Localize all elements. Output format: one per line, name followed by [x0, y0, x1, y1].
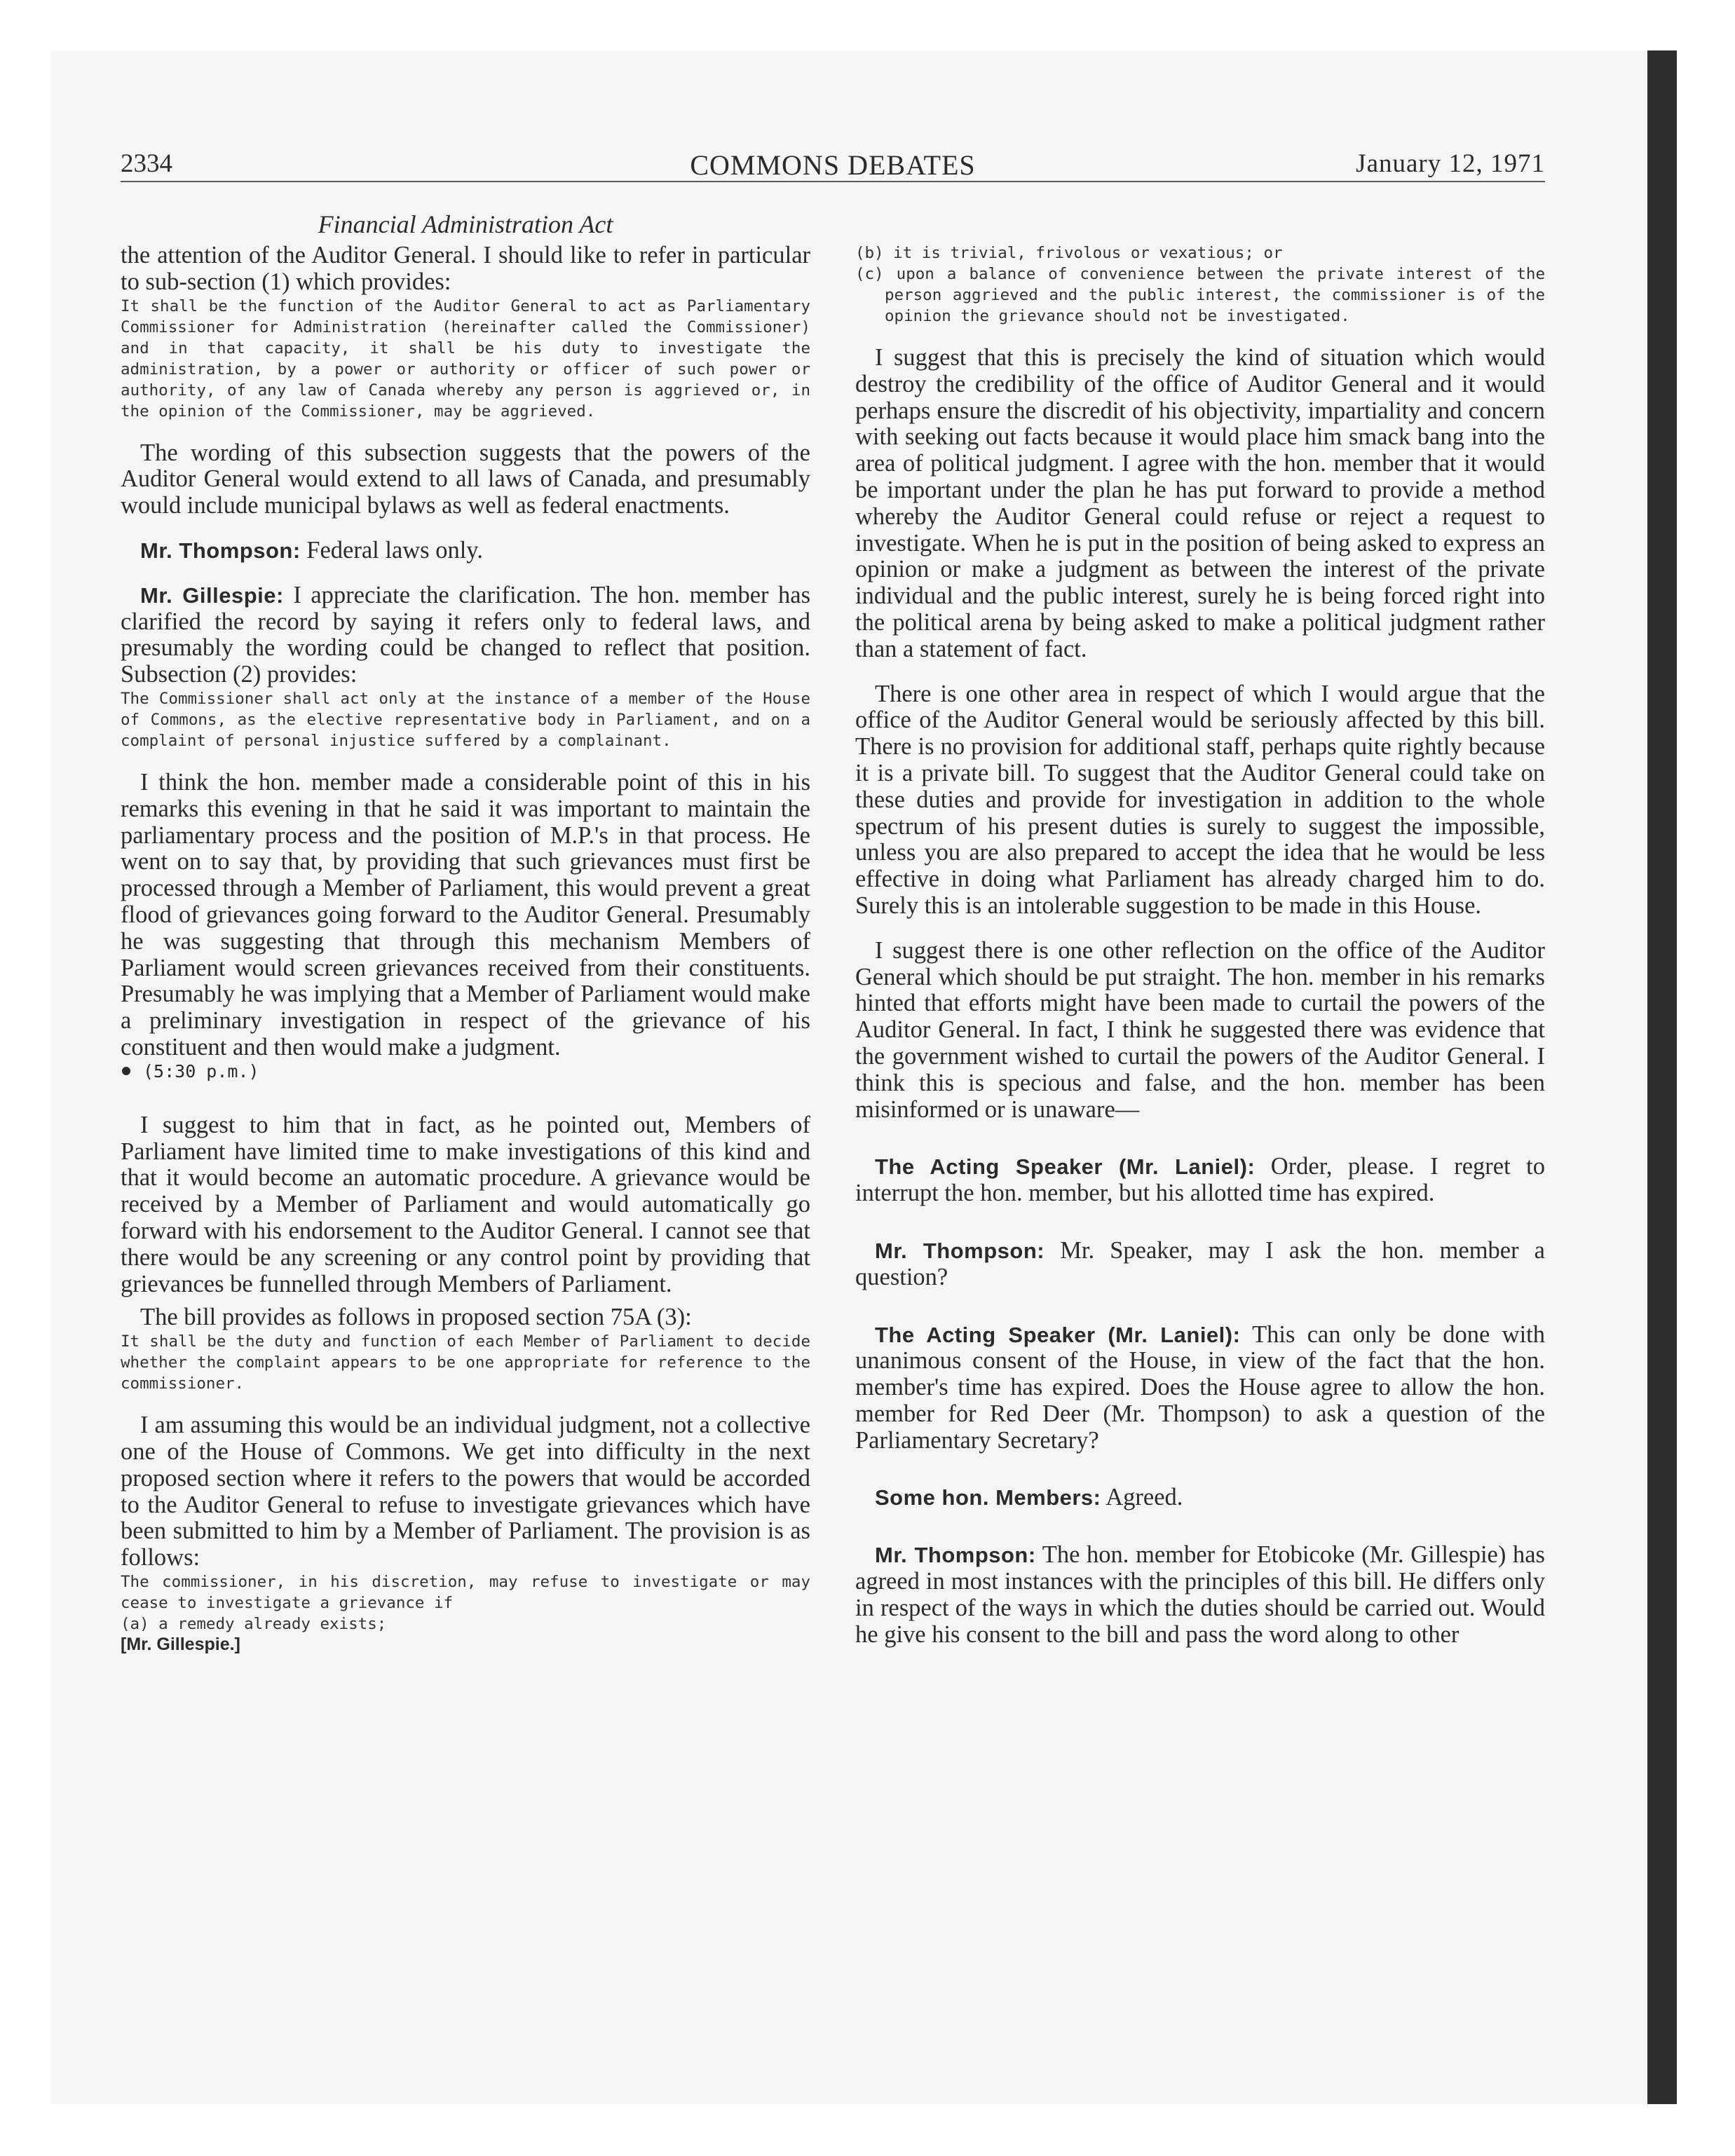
quotation: The Commissioner shall act only at the instance of a member of the House of Commons, as the elective representative body in Parliament, and on a complaint of personal injustice suffered by a complainant. [121, 689, 810, 750]
speech [855, 1322, 1545, 1454]
time-marker [121, 1061, 810, 1082]
left-column [121, 210, 810, 1655]
speech-text: Mr. Speaker, may I ask the hon. member a question? [855, 1236, 1545, 1290]
publication-title: COMMONS DEBATES [690, 149, 976, 181]
paragraph: I suggest to him that in fact, as he pointed out, Members of Parliament have limited time to make investigations of this kind and that it would become an automatic procedure. A grievance would be received by a Member of Parliament and would automatically go forward with his endorsement to the Auditor General. I cannot see that there would be any screening or any control point by providing that grievances be funnelled through Members of Parliament. [121, 1111, 810, 1297]
paragraph: I suggest that this is precisely the kind of situation which would destroy the credibility of the office of Auditor General and it would perhaps ensure the discredit of his objectivity, impartiality and concern with seeking out facts because it would place him smack bang into the area of political judgment. I agree with the hon. member that it would be important under the plan he has put forward to provide a method whereby the Auditor General could refuse or reject a request to investigate. When he is put in the position of being asked to express an opinion or make a judgment as between the interest of the private individual and the public interest, surely he is being forced right into the political arena by being asked to make a political judgment rather than a statement of fact. [855, 344, 1545, 662]
speech-text: Order, please. I regret to interrupt the hon. member, but his allotted time has expired. [855, 1153, 1546, 1207]
speech [121, 538, 810, 564]
paragraph: I think the hon. member made a considerable point of this in his remarks this evening in that he said it was important to maintain the parliamentary process and the position of M.P.'s in that process. He went on to say that, by providing that such grievances must first be processed through a Member of Parliament, this would prevent a great flood of grievances going forward to the Auditor General. Presumably he was suggesting that through this mechanism Members of Parliament would screen grievances received from their constituents. Presumably he was implying that a Member of Parliament would make a preliminary investigation in respect of the grievance of his constituent and then would make a judgment. [121, 768, 810, 1060]
paragraph: The wording of this subsection suggests that the powers of the Auditor General would extend to all laws of Canada, and presumably would include municipal bylaws as well as federal enactments. [121, 439, 810, 519]
speaker-name: Mr. Thompson: [875, 1238, 1045, 1263]
page-header [121, 149, 1545, 182]
header-rule [121, 181, 1545, 182]
speech [121, 582, 810, 688]
speech-text: I appreciate the clarification. The hon. member has clarified the record by saying it refers only to federal laws, and presumably the wording could be changed to reflect that position. Subsection (2) provides: [121, 581, 810, 688]
speech-text: This can only be done with unanimous consent of the House, in view of the fact that the hon. member's time has expired. Does the House agree to allow the hon. member for Red Deer (Mr. Thompson) to ask a question of the Parliamentary Secretary? [855, 1321, 1545, 1454]
time-text: (5:30 p.m.) [143, 1060, 259, 1082]
speech [855, 1542, 1545, 1648]
speaker-name: Some hon. Members: [875, 1485, 1101, 1510]
speaker-name: Mr. Thompson: [875, 1543, 1036, 1568]
paragraph: the attention of the Auditor General. I should like to refer in particular to sub-section (1) which provides: [121, 242, 810, 295]
paragraph: I am assuming this would be an individual judgment, not a collective one of the House of Commons. We get into difficulty in the next proposed section where it refers to the powers that would be accorded to the Auditor General to refuse to investigate grievances which have been submitted to him by a Member of Parliament. The provision is as follows: [121, 1412, 810, 1571]
speech [855, 1485, 1545, 1511]
speaker-name: Mr. Gillespie: [140, 582, 284, 608]
speech-text: Federal laws only. [306, 536, 483, 564]
scan-edge [1647, 50, 1677, 2104]
speech-text: Agreed. [1105, 1484, 1183, 1511]
paragraph: There is one other area in respect of which I would argue that the office of the Auditor General would be seriously affected by this bill. There is no provision for additional staff, perhaps quite rightly because it is a private bill. To suggest that the Auditor General could take on these duties and provide for investigation in addition to the whole spectrum of his present duties is surely to suggest the impossible, unless you are also prepared to accept the idea that he would be less effective in doing what Parliament has already charged him to do. Surely this is an intolerable suggestion to be made in this House. [855, 680, 1545, 919]
quotation: The commissioner, in his discretion, may refuse to investigate or may cease to investigate a grievance if [121, 1572, 810, 1612]
publication-date: January 12, 1971 [1356, 149, 1545, 178]
page-number: 2334 [121, 149, 172, 178]
paragraph: The bill provides as follows in proposed section 75A (3): [140, 1304, 692, 1331]
speech [855, 1238, 1545, 1291]
bullet-icon [122, 1067, 130, 1075]
paragraph: I suggest there is one other reflection on the office of the Auditor General which should be put straight. The hon. member in his remarks hinted that efforts might have been made to curtail the powers of the Auditor General. In fact, I think he suggested there was evidence that the government wished to curtail the powers of the Auditor General. I think this is specious and false, and the hon. member has been misinformed or is unaware— [855, 936, 1545, 1123]
section-title: Financial Administration Act [318, 210, 613, 238]
quotation: It shall be the function of the Auditor General to act as Parliamentary Commissioner for Administration (hereinafter called the Commissioner) and in that capacity, it shall be his duty to investigate the administration, by a power or authority or officer of such power or authority, of any law of Canada whereby any person is aggrieved or, in the opinion of the Commissioner, may be aggrieved. [121, 296, 810, 421]
speech [855, 1154, 1545, 1207]
quotation-item: (b) it is trivial, frivolous or vexatious; or [855, 244, 1283, 262]
right-column [855, 210, 1545, 1648]
speaker-name: The Acting Speaker (Mr. Laniel): [875, 1154, 1256, 1180]
quotation-item: (a) a remedy already exists; [121, 1614, 387, 1633]
speaker-name: Mr. Thompson: [140, 538, 301, 563]
speech-text: The hon. member for Etobicoke (Mr. Gillespie) has agreed in most instances with the principles of this bill. He differs only in respect of the ways in which the duties should be carried out. Would he give his consent to the bill and pass the word along to other [855, 1541, 1545, 1648]
quotation-list [855, 243, 1545, 327]
speaker-name: The Acting Speaker (Mr. Laniel): [875, 1322, 1241, 1347]
quotation-list [121, 1613, 810, 1635]
quotation: It shall be the duty and function of each Member of Parliament to decide whether the complaint appears to be one appropriate for reference to the commissioner. [121, 1332, 810, 1393]
quotation-item: (c) upon a balance of convenience between the private interest of the person aggrieved and the public interest, the commissioner is of the opinion the grievance should not be investigated. [855, 265, 1545, 325]
speaker-continuation-label: [Mr. Gillespie.] [121, 1634, 240, 1654]
